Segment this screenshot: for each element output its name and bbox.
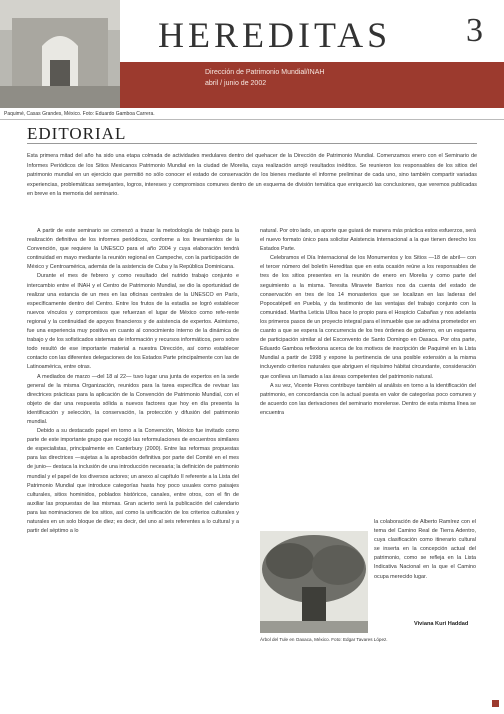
masthead: HEREDITAS bbox=[158, 15, 392, 55]
wrap-paragraph: la colaboración de Alberto Ramírez con el tema del Camino Real de Tierra Adentro, cuya clasificación como itinerario cultural se inserta en la concepción actual del patrimonio, como se refleja en la Lista Indicativa Nacional en la que el Camino ocupa merecido lugar. bbox=[374, 519, 476, 580]
title-underline bbox=[27, 143, 477, 144]
corner-mark bbox=[492, 700, 499, 707]
paragraph: Durante el mes de febrero y como resultado del nutrido trabajo conjunto e intercambio entre el INAH y el Centro de Patrimonio Mundial, se dio la oportunidad de realizar una estancia de un mes en las oficinas centrales de la UNESCO en París, específicamente dentro del Centro. Entre los frutos de la estadía se logró establecer nuevos vínculos y compromisos que refuerzan el lugar de México como refe-rente regional y la continuidad de apoyos financieros y de asistencia de expertos. Asimismo, fue una experiencia muy positiva en cuanto al conocimiento interno de la dinámica de trabajo y de los sofisticados sistemas de información y recursos informáticos, pero sobre todo resultó de ese importante material a nuestra Dirección, así como establecer contacto con las diferentes delegaciones de los Estados Parte principalmente con las de Latinoamérica, entre otras. bbox=[27, 273, 239, 371]
section-title: EDITORIAL bbox=[27, 124, 127, 143]
paragraph: Debido a su destacado papel en torno a la Convención, México fue invitado como parte de este importante grupo que recogió las reformulaciones de encuentros similares de especialistas, principalmente en Canterbury (2000). Entre las reformas propuestas para las directrices —sujetas a la aprobación definitiva por parte del Comité en el mes de junio— destaca la inclusión de una introducción necesaria; la definición de patrimonio mundial y el papel de los diversos actores; un anexo al capítulo II referente a la Lista del Patrimonio Mundial que introduce categorías hasta hoy poco usuales como paisajes culturales, sitios hominidos, poblados históricos, canales, entre otros, con el fin de auxiliar las propuestas de las mismas. Gran acierto será la publicación del calendario para las nominaciones de los sitios, así como la unificación de los criterios culturales y naturales en un solo bloque de diez; es decir, del uno al seis referentes a lo cultural y a partir del séptimo a lo bbox=[27, 428, 239, 535]
paragraph: natural. Por otro lado, un aporte que guiará de manera más práctica estos esfuerzos, será el nuevo formato único para solicitar Asistencia Internacional a la que tienen derecho los Estados Parte. bbox=[260, 228, 476, 253]
divider bbox=[0, 119, 504, 120]
intro-paragraph: Esta primera mitad del año ha sido una etapa colmada de actividades medulares dentro del quehacer de la Dirección de Patrimonio Mundial. Comenzamos enero con el Seminario de Informes Periódicos de los Sitios Mexicanos Patrimonio Mundial en la ciudad de Morelia, cuya realización arrojó resultados inéditos. Se reunieron los responsables de los sitios del patrimonio mundial en un ejercicio que permitió no sólo conocer el estado de conservación de los bienes mediante el informe preliminar de cada uno, sino también compartir variadas experiencias, problemáticas semejantes, logros, intereses y compromisos comunes dentro de un esquema de división temática que enriqueció las conclusiones, que veremos publicadas en breve en la memoria del seminario. bbox=[27, 153, 477, 198]
paragraph: A partir de este seminario se comenzó a trazar la metodología de trabajo para la realización definitiva de los informes periódicos, conforme a los lineamientos de la Convención, que requiere la UNESCO para el año 2004 y cuya elaboración tendrá continuidad en mayo mediante la reunión regional en Campeche, con la participación de México y Centroamérica, además de la asistencia de Cuba y la República Dominicana. bbox=[27, 228, 239, 271]
author-signature: Viviana Kuri Haddad bbox=[414, 621, 469, 627]
header-photo bbox=[0, 0, 120, 108]
paragraph: A su vez, Vicente Flores contribuye también al análisis en torno a la identificación del patrimonio, en concordancia con la actual puesta en valor de categorías poco comunes y de acuerdo con las derivaciones del seminario morelense. Dentro de esta misma línea se encuentra bbox=[260, 382, 476, 416]
issue-number: 3 bbox=[466, 12, 483, 49]
paragraph: Celebramos el Día Internacional de los Monumentos y los Sitios —18 de abril— con el tercer número del boletín Hereditas que en esta ocasión reúne a los responsables de tres de los sitios presentes en la reunión de enero en Morelia y como parte del seguimiento a la misma. Teresita Miravete Barrios nos da cuenta del estado de conservación en tres de los 14 monasterios que se localizan en las laderas del Popocatépetl en Puebla, y da testimonio de las ventajas del trabajo conjunto con la comunidad. Martha Leticia Ulloa hace lo propio para el Hospicio Cabañas y nos adelanta los primeros pasos de un proyecto integral para el inmueble que se adivina prometedor en cuanto a que se espera la concurrencia de los tres órdenes de gobierno, en un esquema de participación similar al del Exconvento de Santo Domingo en Oaxaca. Por otra parte, Eduardo Gamboa reflexiona acerca de los motivos de inscripción de Paquimé en la Lista Mundial a partir de 1998 y expone la pertinencia de una posible extensión a la misma incluyendo criterios naturales que abriguen el riquísimo hábitat circundante, consideración que conlleva un llamado a las áreas competentes del patrimonio natural. bbox=[260, 255, 476, 380]
header bbox=[0, 0, 504, 108]
paragraph: A mediados de marzo —del 18 al 22— tuvo lugar una junta de expertos en la sede general de la misma Organización, reunidos para la tarea específica de revisar las directrices prácticas para la aplicación de la Convención de Patrimonio Mundial, con el objeto de dar una respuesta sólida a nuevos factores que hoy en día presenta la identificación y selección, la conservación, la protección y difusión del patrimonio mundial. bbox=[27, 373, 239, 425]
tree-caption: Árbol del Tule en Oaxaca, México. Foto: Edgar Tavares López. bbox=[260, 637, 388, 642]
tree-photo bbox=[260, 531, 368, 633]
date-label: abril / junio de 2002 bbox=[205, 80, 267, 87]
left-column bbox=[27, 227, 239, 536]
department-label: Dirección de Patrimonio Mundial/INAH bbox=[205, 69, 325, 76]
photo-caption: Paquimé, Casas Grandes, México. Foto: Eduardo Gamboa Carrera. bbox=[4, 111, 155, 117]
right-column bbox=[260, 227, 476, 418]
